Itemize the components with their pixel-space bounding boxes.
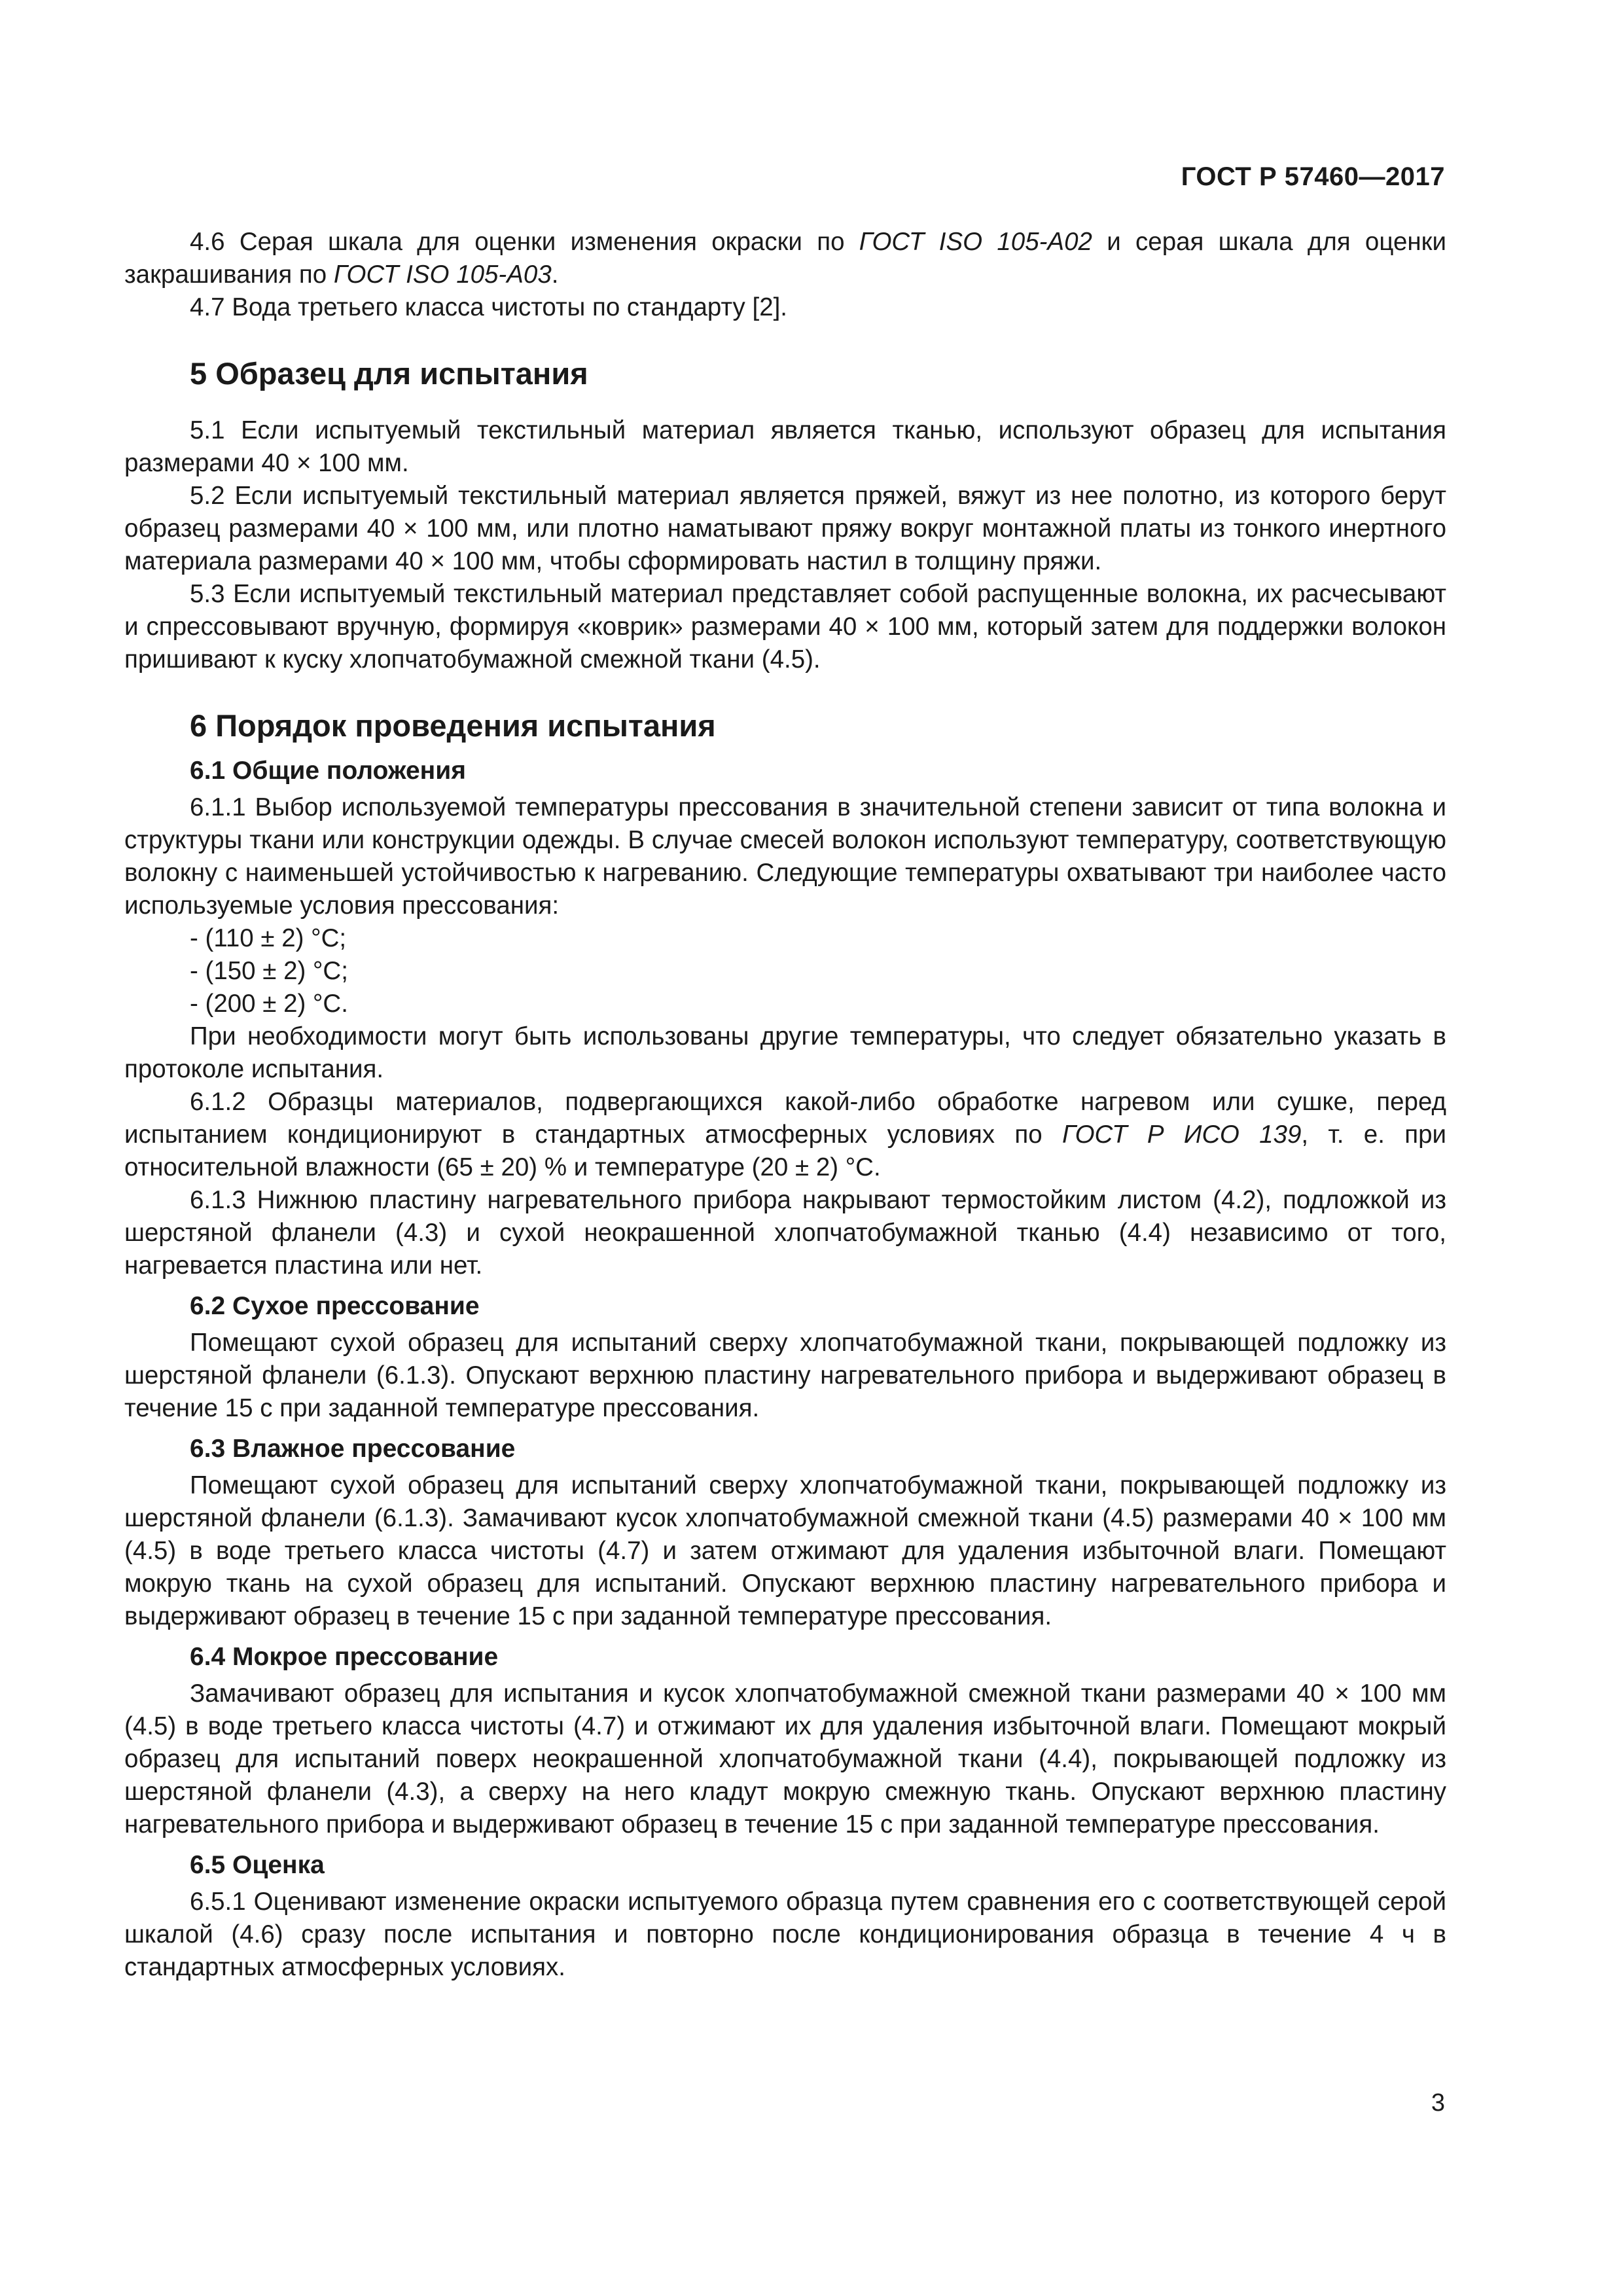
paragraph-6-1-3: 6.1.3 Нижнюю пластину нагревательного прибора накрывают термостойким листом (4.2), подложкой из шерстяной фланели (4.3) и сухой неокрашенной хлопчатобумажной тканью (4.4) независимо от того, нагревается пластина или нет. [124, 1186, 1446, 1280]
section-6-heading: 6 Порядок проведения испытания [190, 708, 716, 743]
paragraph-4-6 [124, 226, 1446, 291]
paragraph-6-3: Помещают сухой образец для испытаний сверху хлопчатобумажной ткани, покрывающей подложку из шерстяной фланели (6.1.3). Замачивают кусок хлопчатобумажной смежной ткани (4.5) размерами 40 × 100 мм (4.5) в воде третьего класса чистоты (4.7) и затем отжимают для удаления избыточной влаги. Помещают мокрую ткань на сухой образец для испытаний. Опускают верхнюю пластину нагревательного прибора и выдерживают образец в течение 15 с при заданной температуре прессования. [124, 1471, 1446, 1630]
paragraph-4-6-text-a: 4.6 Серая шкала для оценки изменения окраски по [190, 228, 859, 256]
page-number: 3 [1431, 2089, 1445, 2117]
paragraph-6-5-1: 6.5.1 Оценивают изменение окраски испытуемого образца путем сравнения его с соответствующей серой шкалой (4.6) сразу после испытания и повторно после кондиционирования образца в течение 4 ч в стандартных атмосферных условиях. [124, 1888, 1446, 1981]
subsection-6-5-heading: 6.5 Оценка [190, 1851, 325, 1879]
reference-gost-iso-105-a03: ГОСТ ISO 105-A03 [333, 260, 552, 289]
paragraph-6-1-2 [124, 1086, 1446, 1184]
paragraph-4-6-text-b: и серая шкала для оценки закрашивания по [124, 228, 1446, 289]
paragraph-5-3: 5.3 Если испытуемый текстильный материал представляет собой распущенные волокна, их расчесывают и спрессовывают вручную, формируя «коврик» размерами 40 × 100 мм, который затем для поддержки волокон пришивают к куску хлопчатобумажной смежной ткани (4.5). [124, 580, 1446, 673]
subsection-6-2-heading: 6.2 Сухое прессование [190, 1292, 480, 1320]
paragraph-6-1-2-text-a: 6.1.2 Образцы материалов, подвергающихся какой-либо обработке нагревом или сушке, перед испытанием кондиционируют в стандартных атмосферных условиях по [124, 1088, 1446, 1149]
paragraph-4-6-text-c: . [551, 260, 559, 289]
paragraph-6-1-1-note: При необходимости могут быть использованы другие температуры, что следует обязательно указать в протоколе испытания. [124, 1022, 1446, 1083]
subsection-6-1-heading: 6.1 Общие положения [190, 757, 466, 785]
paragraph-6-1-2-text-b: , т. е. при относительной влажности (65 ± 20) % и температуре (20 ± 2) °С. [124, 1121, 1446, 1181]
paragraph-6-1-1: 6.1.1 Выбор используемой температуры прессования в значительной степени зависит от типа волокна и структуры ткани или конструкции одежды. В случае смесей волокон используют температуру, соответствующую волокну с наименьшей устойчивостью к нагреванию. Следующие температуры охватывают три наиболее часто используемые условия прессования: [124, 793, 1446, 920]
subsection-6-3-heading: 6.3 Влажное прессование [190, 1435, 516, 1463]
temperature-list-item-150: - (150 ± 2) °С; [190, 957, 348, 985]
subsection-6-4-heading: 6.4 Мокрое прессование [190, 1643, 499, 1671]
reference-gost-iso-105-a02: ГОСТ ISO 105-A02 [859, 228, 1092, 256]
paragraph-5-1: 5.1 Если испытуемый текстильный материал является тканью, используют образец для испытания размерами 40 × 100 мм. [124, 416, 1446, 477]
paragraph-6-4: Замачивают образец для испытания и кусок хлопчатобумажной смежной ткани размерами 40 × 100 мм (4.5) в воде третьего класса чистоты (4.7) и отжимают их для удаления избыточной влаги. Помещают мокрый образец для испытаний поверх неокрашенной хлопчатобумажной ткани (4.4), покрывающей подложку из шерстяной фланели (4.3), а сверху на него кладут мокрую смежную ткань. Опускают верхнюю пластину нагревательного прибора и выдерживают образец в течение 15 с при заданной температуре прессования. [124, 1679, 1446, 1839]
section-5-heading: 5 Образец для испытания [190, 356, 588, 391]
paragraph-6-2: Помещают сухой образец для испытаний сверху хлопчатобумажной ткани, покрывающей подложку из шерстяной фланели (6.1.3). Опускают верхнюю пластину нагревательного прибора и выдерживают образец в течение 15 с при заданной температуре прессования. [124, 1329, 1446, 1422]
reference-gost-r-iso-139: ГОСТ Р ИСО 139 [1061, 1121, 1302, 1149]
paragraph-5-2: 5.2 Если испытуемый текстильный материал является пряжей, вяжут из нее полотно, из которого берут образец размерами 40 × 100 мм, или плотно наматывают пряжу вокруг монтажной платы из тонкого инертного материала размерами 40 × 100 мм, чтобы сформировать настил в толщину пряжи. [124, 482, 1446, 575]
temperature-list-item-200: - (200 ± 2) °С. [190, 990, 348, 1018]
standard-id-header: ГОСТ Р 57460—2017 [1181, 162, 1445, 191]
document-body [124, 226, 1446, 1984]
temperature-list-item-110: - (110 ± 2) °С; [190, 924, 347, 952]
paragraph-4-7: 4.7 Вода третьего класса чистоты по стандарту [2]. [190, 293, 788, 321]
